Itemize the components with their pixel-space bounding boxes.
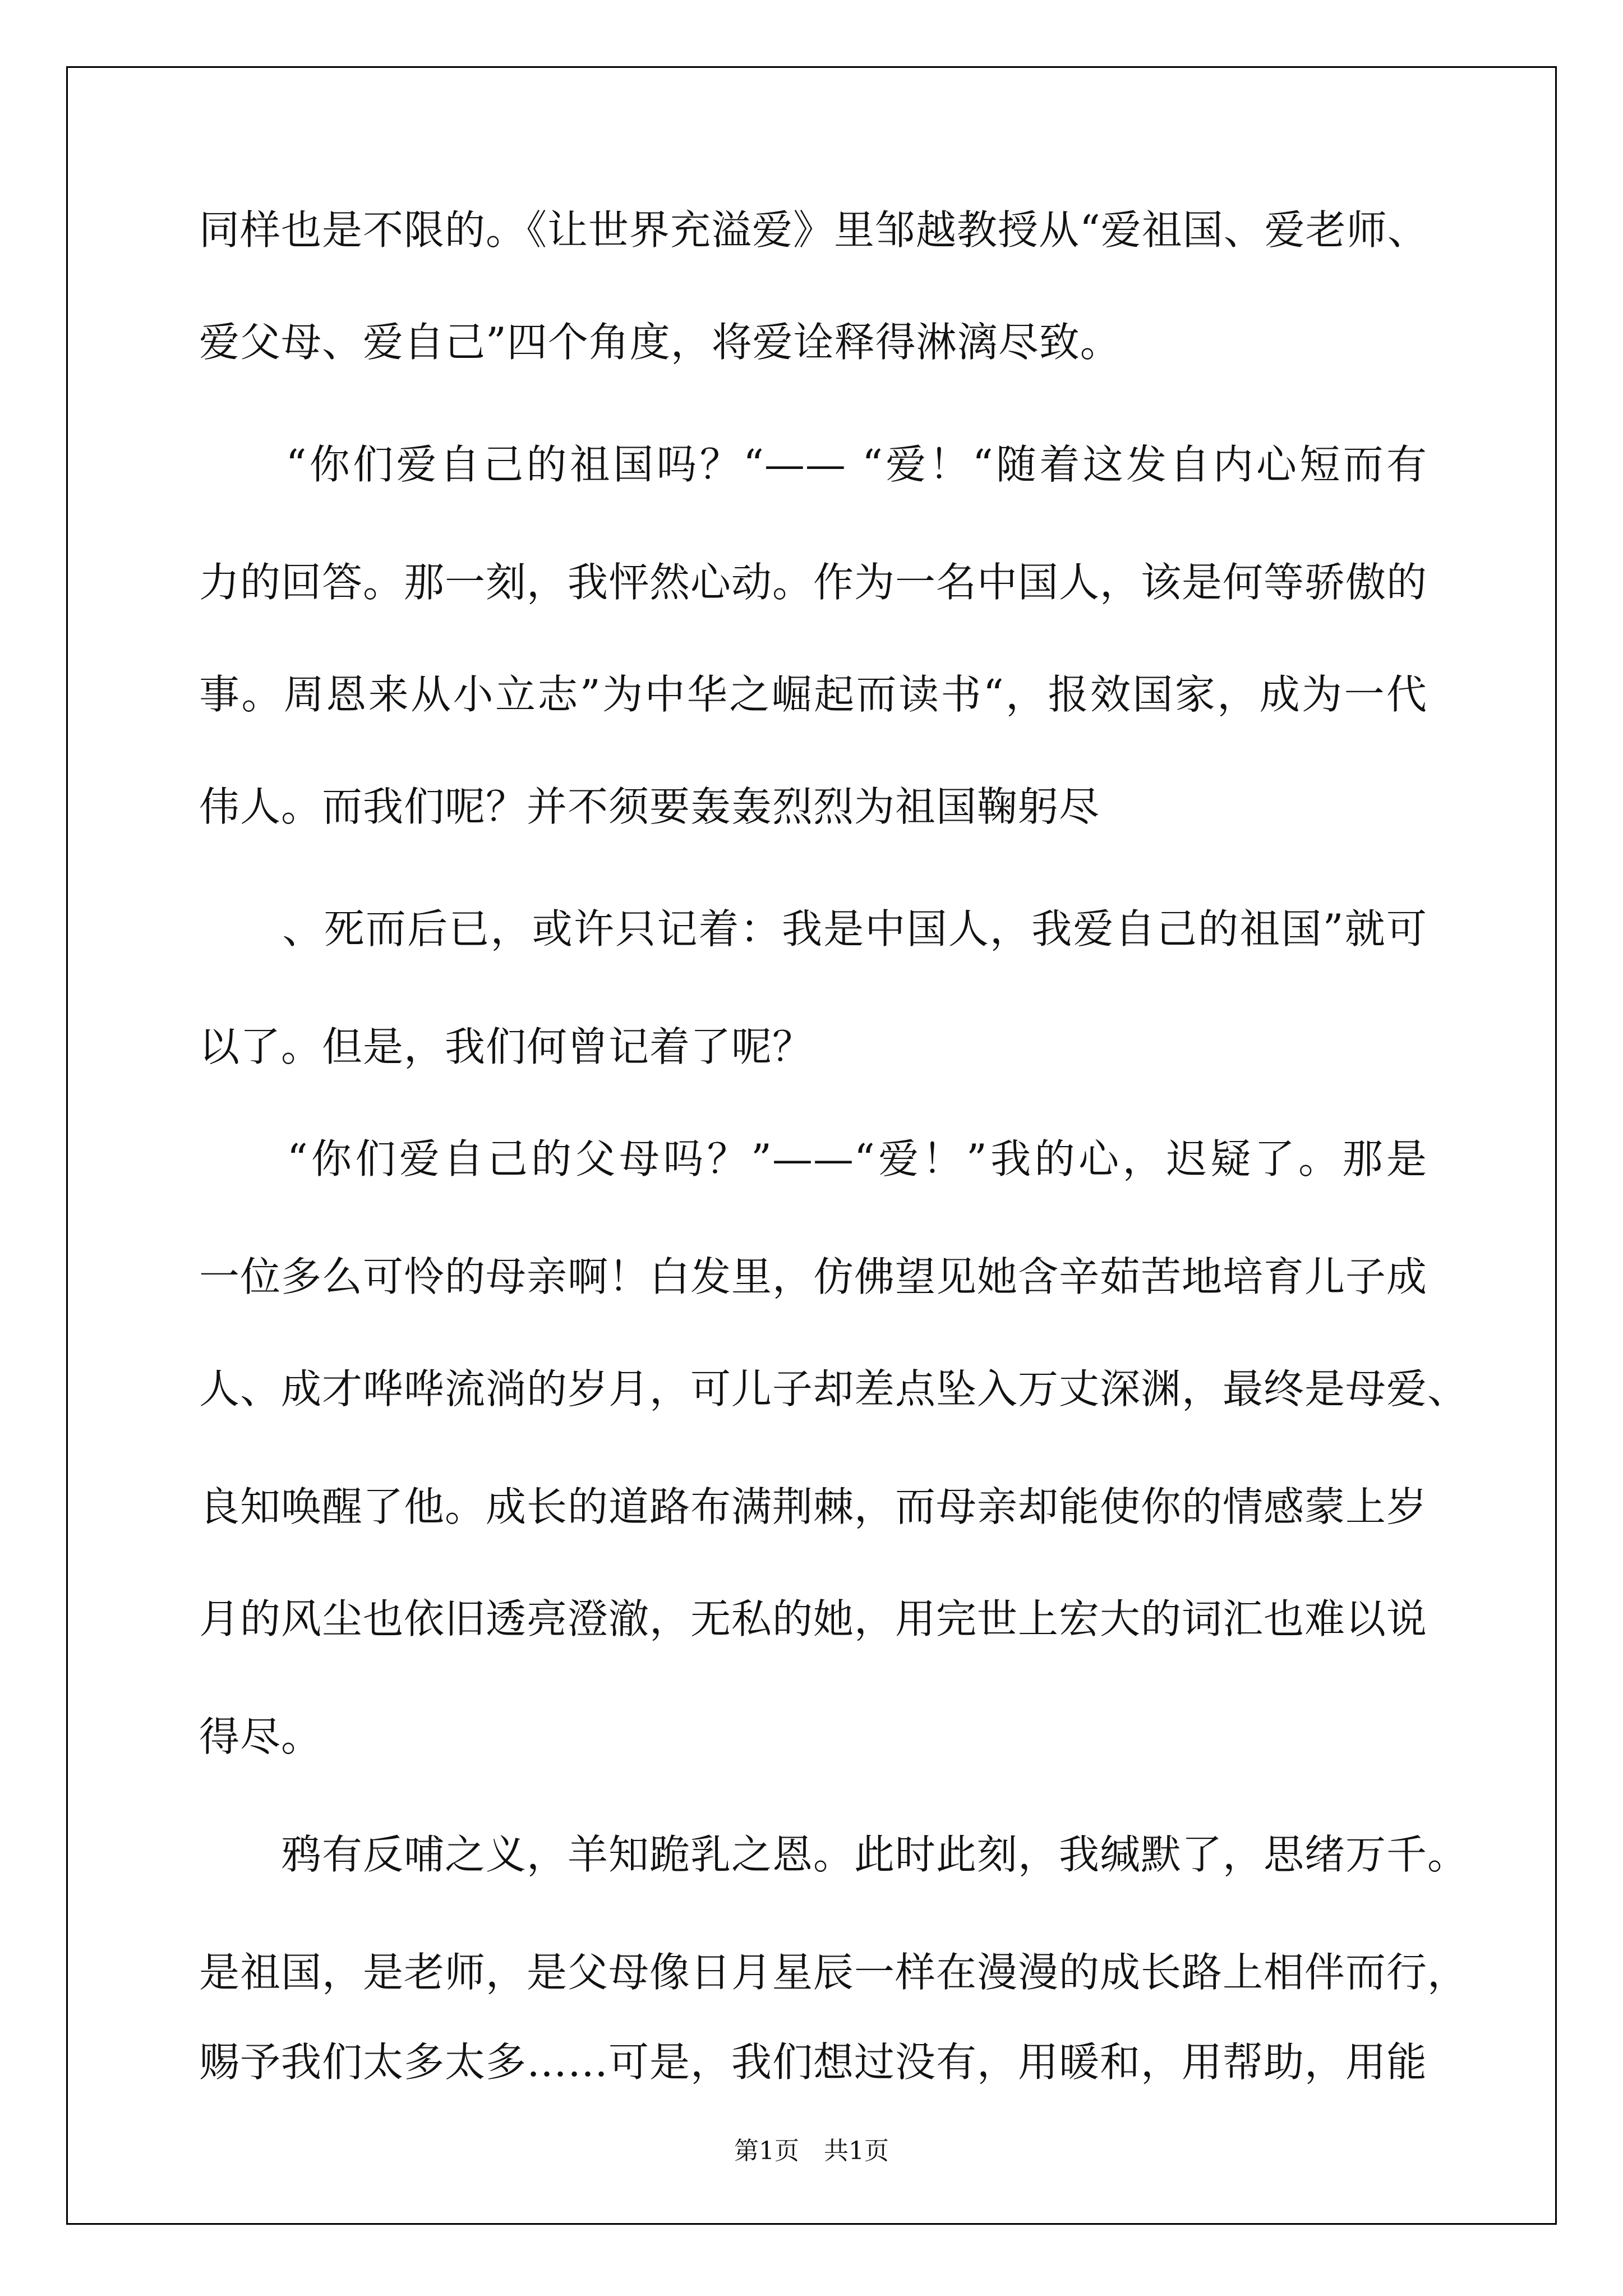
text-line: 爱父母、爱自己”四个角度，将爱诠释得淋漓尽致。 xyxy=(199,319,1121,366)
text-line: 一位多么可怜的母亲啊！白发里，仿佛望见她含辛茹苦地培育儿子成 xyxy=(199,1253,1428,1300)
text-line: 良知唤醒了他。成长的道路布满荆棘，而母亲却能使你的情感蒙上岁 xyxy=(199,1483,1428,1530)
text-line: 、死而后已，或许只记着：我是中国人，我爱自己的祖国”就可 xyxy=(199,905,1427,953)
text-line: 是祖国，是老师，是父母像日月星辰一样在漫漫的成长路上相伴而行， xyxy=(199,1949,1469,1996)
text-line: 人、成才哗哗流淌的岁月，可儿子却差点坠入万丈深渊，最终是母爱、 xyxy=(199,1365,1469,1412)
page-footer: 第1页 共1页 xyxy=(734,2137,889,2165)
text-line: 伟人。而我们呢？并不须要轰轰烈烈为祖国鞠躬尽 xyxy=(199,783,1100,830)
text-line: 赐予我们太多太多……可是，我们想过没有，用暖和，用帮助，用能 xyxy=(199,2039,1428,2086)
text-line: “你们爱自己的祖国吗？“—— “爱！“随着这发自内心短而有 xyxy=(199,441,1427,488)
text-line: 月的风尘也依旧透亮澄澈，无私的她，用完世上宏大的词汇也难以说 xyxy=(199,1595,1428,1642)
text-line: 以了。但是，我们何曾记着了呢？ xyxy=(199,1023,814,1070)
text-line: 同样也是不限的。《让世界充溢爱》里邹越教授从“爱祖国、爱老师、 xyxy=(199,206,1428,254)
text-line: 事。周恩来从小立志”为中华之崛起而读书“，报效国家，成为一代 xyxy=(199,671,1427,718)
text-line: “你们爱自己的父母吗？”——“爱！”我的心，迟疑了。那是 xyxy=(199,1135,1427,1182)
text-line: 鸦有反哺之义，羊知跪乳之恩。此时此刻，我缄默了，思绪万千。 xyxy=(199,1831,1469,1878)
text-line: 力的回答。那一刻，我怦然心动。作为一名中国人，该是何等骄傲的 xyxy=(199,559,1428,606)
text-line: 得尽。 xyxy=(199,1713,322,1760)
